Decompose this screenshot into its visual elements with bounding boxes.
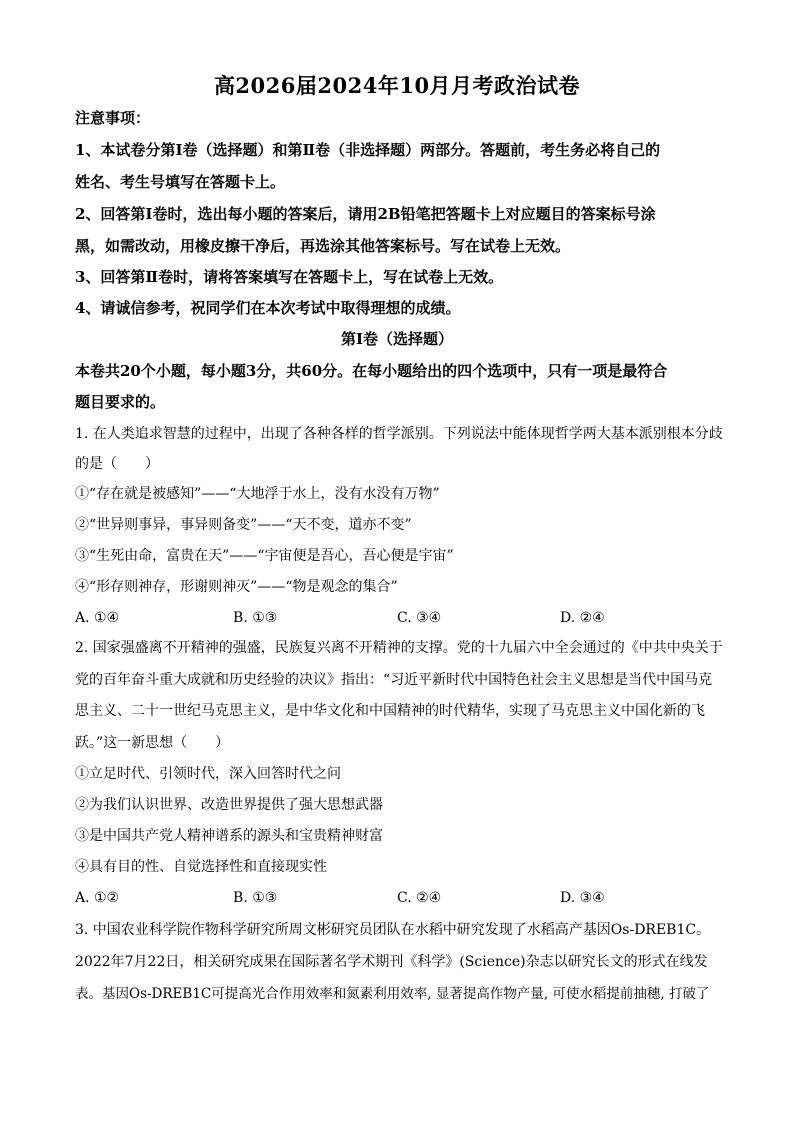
notice-line: 姓名、考生号填写在答题卡上。	[75, 173, 286, 191]
section-instructions: 题目要求的。	[75, 393, 166, 411]
notice-line: 2、回答第Ⅰ卷时，选出每小题的答案后，请用2B铅笔把答题卡上对应题目的答案标号涂	[75, 205, 656, 223]
question-2-option-b[interactable]: B. ①③	[233, 890, 278, 906]
question-2-stem: 思主义、二十一世纪马克思主义，是中华文化和中国精神的时代精华，实现了马克思主义中国化新的飞	[75, 703, 705, 719]
question-2-item: ④具有目的性、自觉选择性和直接现实性	[75, 859, 327, 875]
question-1-stem: 的是（ ）	[75, 456, 159, 472]
question-1-option-b[interactable]: B. ①③	[233, 610, 278, 626]
notice-line: 黑，如需改动，用橡皮擦干净后，再选涂其他答案标号。写在试卷上无效。	[75, 237, 571, 255]
question-2-option-a[interactable]: A. ①②	[75, 890, 120, 906]
question-1-option-d[interactable]: D. ②④	[560, 610, 605, 626]
section-title: 第Ⅰ卷（选择题）	[340, 330, 454, 348]
question-2-item: ③是中国共产党人精神谱系的源头和宝贵精神财富	[75, 828, 383, 844]
question-1-item: ④“形存则神存，形谢则神灭”——“物是观念的集合”	[75, 579, 398, 595]
question-2-stem: 党的百年奋斗重大成就和历史经验的决议》指出：“习近平新时代中国特色社会主义思想是当代中国马克	[75, 672, 713, 688]
question-2-stem: 跃。”这一新思想（ ）	[75, 735, 230, 751]
question-2-item: ①立足时代、引领时代，深入回答时代之问	[75, 766, 341, 782]
question-2-option-d[interactable]: D. ③④	[560, 890, 605, 906]
section-instructions: 本卷共20个小题，每小题3分，共60分。在每小题给出的四个选项中，只有一项是最符合	[75, 362, 668, 380]
notice-line: 1、本试卷分第Ⅰ卷（选择题）和第Ⅱ卷（非选择题）两部分。答题前，考生务必将自己的	[75, 141, 661, 159]
exam-title: 高2026届2024年10月月考政治试卷	[213, 73, 581, 98]
notice-heading: 注意事项：	[75, 109, 151, 127]
notice-line: 4、请诚信参考，祝同学们在本次考试中取得理想的成绩。	[75, 299, 461, 317]
question-2-stem: 2. 国家强盛离不开精神的强盛，民族复兴离不开精神的支撑。党的十九届六中全会通过的《中共中央关于	[75, 640, 723, 656]
question-1-item: ①“存在就是被感知”——“大地浮于水上，没有水没有万物”	[75, 486, 440, 502]
question-2-item: ②为我们认识世界、改造世界提供了强大思想武器	[75, 797, 383, 813]
question-3-stem: 表。基因Os-DREB1C可提高光合作用效率和氮素利用效率, 显著提高作物产量, 可使水稻提前抽穗, 打破了	[75, 986, 710, 1002]
question-1-option-a[interactable]: A. ①④	[75, 610, 120, 626]
notice-line: 3、回答第Ⅱ卷时，请将答案填写在答题卡上，写在试卷上无效。	[75, 268, 504, 286]
question-1-item: ②“世异则事异，事异则备变”——“天不变，道亦不变”	[75, 517, 412, 533]
question-3-stem: 2022年7月22日，相关研究成果在国际著名学术期刊《科学》(Science)杂志以研究长文的形式在线发	[75, 954, 708, 970]
question-1-stem: 1. 在人类追求智慧的过程中，出现了各种各样的哲学派别。下列说法中能体现哲学两大基本派别根本分歧	[75, 426, 723, 442]
question-1-option-c[interactable]: C. ③④	[397, 610, 442, 626]
question-2-option-c[interactable]: C. ②④	[397, 890, 442, 906]
question-1-item: ③“生死由命，富贵在天”——“宇宙便是吾心，吾心便是宇宙”	[75, 548, 454, 564]
question-3-stem: 3. 中国农业科学院作物科学研究所周文彬研究员团队在水稻中研究发现了水稻高产基因Os-DREB1C。	[75, 922, 711, 938]
